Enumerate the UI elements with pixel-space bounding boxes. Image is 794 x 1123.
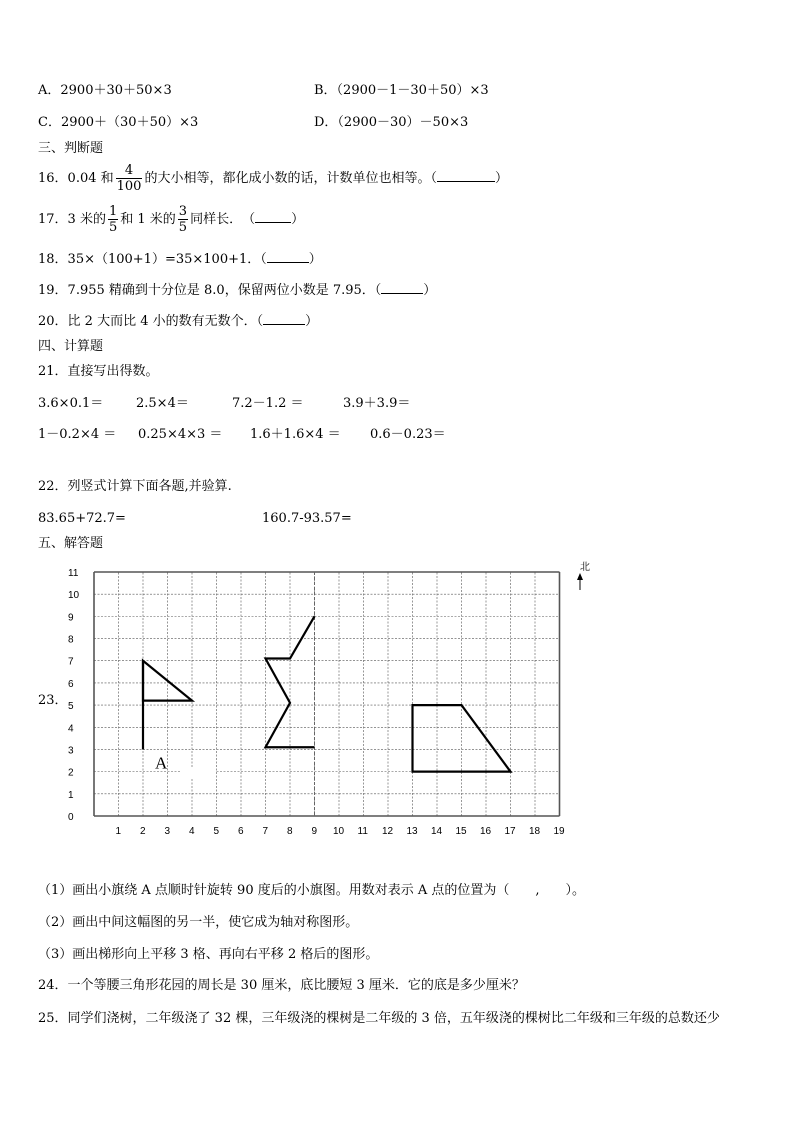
x-tick-label: 16 [480,826,492,837]
q17-frac1-den: 5 [108,220,118,235]
grid-figure [62,560,602,840]
q16-prefix: 16．0.04 和 [38,171,114,186]
y-tick-label: 5 [68,701,74,713]
q17-frac1-num: 1 [108,204,118,219]
grid-gap-mask [180,767,216,779]
y-tick-label: 7 [68,656,74,668]
q16-close: ） [494,171,508,186]
q17-frac2-den: 5 [178,220,188,235]
option-a: A．2900＋30＋50×3 [38,83,172,98]
q20-close: ） [305,314,319,329]
x-tick-label: 11 [357,826,368,837]
q21-row-1-item-4: 3.9＋3.9＝ [343,396,411,411]
question-18 [38,250,322,269]
y-tick-label: 9 [68,612,74,624]
q17-mid: 和 1 米的 [120,212,176,227]
question-17 [38,203,304,237]
q19-close: ） [423,283,437,298]
y-tick-label: 2 [68,767,74,779]
x-tick-label: 13 [406,826,418,837]
q17-frac2-num: 3 [178,204,188,219]
q21-row-1-item-1: 3.6×0.1＝ [38,396,104,411]
x-tick-label: 1 [115,826,122,837]
q18-text: 18．35×（100+1）=35×100+1．（ [38,252,267,267]
section-5-heading: 五、解答题 [38,536,104,551]
q20-text: 20．比 2 大而比 4 小的数有无数个．（ [38,314,264,329]
x-tick-label: 12 [382,826,394,837]
q19-answer-blank[interactable] [381,281,423,294]
q17-fraction-2 [178,204,188,235]
q23-sub-1: （1）画出小旗绕 A 点顺时针旋转 90 度后的小旗图。用数对表示 A 点的位置为（ , ）。 [38,883,586,898]
q17-prefix: 17．3 米的 [38,212,106,227]
q22-item-2: 160.7-93.57= [262,511,352,526]
q23-sub-2: （2）画出中间这幅图的另一半，使它成为轴对称图形。 [38,915,359,930]
q23-sub-3: （3）画出梯形向上平移 3 格、再向右平移 2 格后的图形。 [38,947,379,962]
flag-triangle [143,661,192,701]
q21-row-2-item-3: 1.6＋1.6×4 ＝ [250,427,341,442]
q17-suffix: 同样长． （ [190,212,256,227]
x-tick-label: 18 [529,826,541,837]
y-tick-labels [68,568,80,823]
x-tick-label: 19 [553,826,565,837]
q17-fraction-1 [108,204,118,235]
y-tick-label: 10 [68,590,80,602]
question-20 [38,312,318,331]
q16-frac-den: 100 [116,179,142,194]
q16-fraction [116,163,143,194]
x-tick-label: 17 [504,826,516,837]
x-tick-label: 15 [455,826,467,837]
option-c: C．2900＋（30＋50）×3 [38,115,199,130]
q16-suffix: 的大小相等，都化成小数的话，计数单位也相等。（ [144,171,437,186]
section-3-heading: 三、判断题 [38,141,104,156]
question-23-number: 23． [38,693,68,708]
option-b: B．（2900－1－30＋50）×3 [314,83,489,98]
grid-lines [94,572,560,816]
question-19 [38,281,436,300]
north-arrow-icon [577,573,583,590]
q21-row-1-item-3: 7.2－1.2 ＝ [232,396,304,411]
y-tick-label: 6 [68,678,74,690]
x-tick-label: 3 [164,826,171,837]
question-22-title: 22．列竖式计算下面各题,并验算. [38,479,232,494]
y-tick-label: 0 [68,812,74,823]
question-25: 25．同学们浇树，二年级浇了 32 棵，三年级浇的棵树是二年级的 3 倍，五年级浇的棵树比二年级和三年级的总数还少 [38,1011,720,1026]
x-tick-label: 4 [189,826,195,837]
question-21-title: 21．直接写出得数。 [38,364,159,379]
x-tick-label: 2 [140,826,146,837]
question-16 [38,162,508,196]
q21-row-1-item-2: 2.5×4＝ [136,396,189,411]
x-tick-label: 7 [262,826,269,837]
y-tick-label: 3 [68,745,74,757]
q20-answer-blank[interactable] [263,312,305,325]
q18-answer-blank[interactable] [267,250,309,263]
y-tick-label: 8 [68,634,74,646]
x-tick-labels [116,826,566,837]
point-a-label: A [155,753,168,773]
x-tick-label: 8 [287,826,293,837]
y-tick-label: 4 [68,723,74,735]
y-tick-label: 1 [68,789,74,801]
q17-close: ） [291,212,305,227]
q21-row-2-item-1: 1－0.2×4 ＝ [38,427,117,442]
q21-row-2-item-2: 0.25×4×3 ＝ [138,427,223,442]
x-tick-label: 6 [238,826,244,837]
q18-close: ） [308,252,322,267]
option-d: D．（2900－30）－50×3 [314,115,469,130]
section-4-heading: 四、计算题 [38,339,104,354]
north-label: 北 [580,562,590,573]
q16-frac-num: 4 [116,163,143,179]
q22-item-1: 83.65+72.7= [38,511,126,526]
q17-answer-blank[interactable] [255,210,291,223]
q21-row-2-item-4: 0.6－0.23＝ [370,427,446,442]
x-tick-label: 14 [431,826,443,837]
q19-text: 19．7.955 精确到十分位是 8.0，保留两位小数是 7.95．（ [38,283,382,298]
x-tick-label: 5 [213,826,220,837]
question-24: 24．一个等腰三角形花园的周长是 30 厘米，底比腰短 3 厘米．它的底是多少厘米？ [38,978,525,993]
x-tick-label: 9 [311,826,318,837]
y-tick-label: 11 [68,568,79,579]
q16-answer-blank[interactable] [437,169,495,182]
coordinate-grid [62,560,602,844]
x-tick-label: 10 [333,826,345,837]
